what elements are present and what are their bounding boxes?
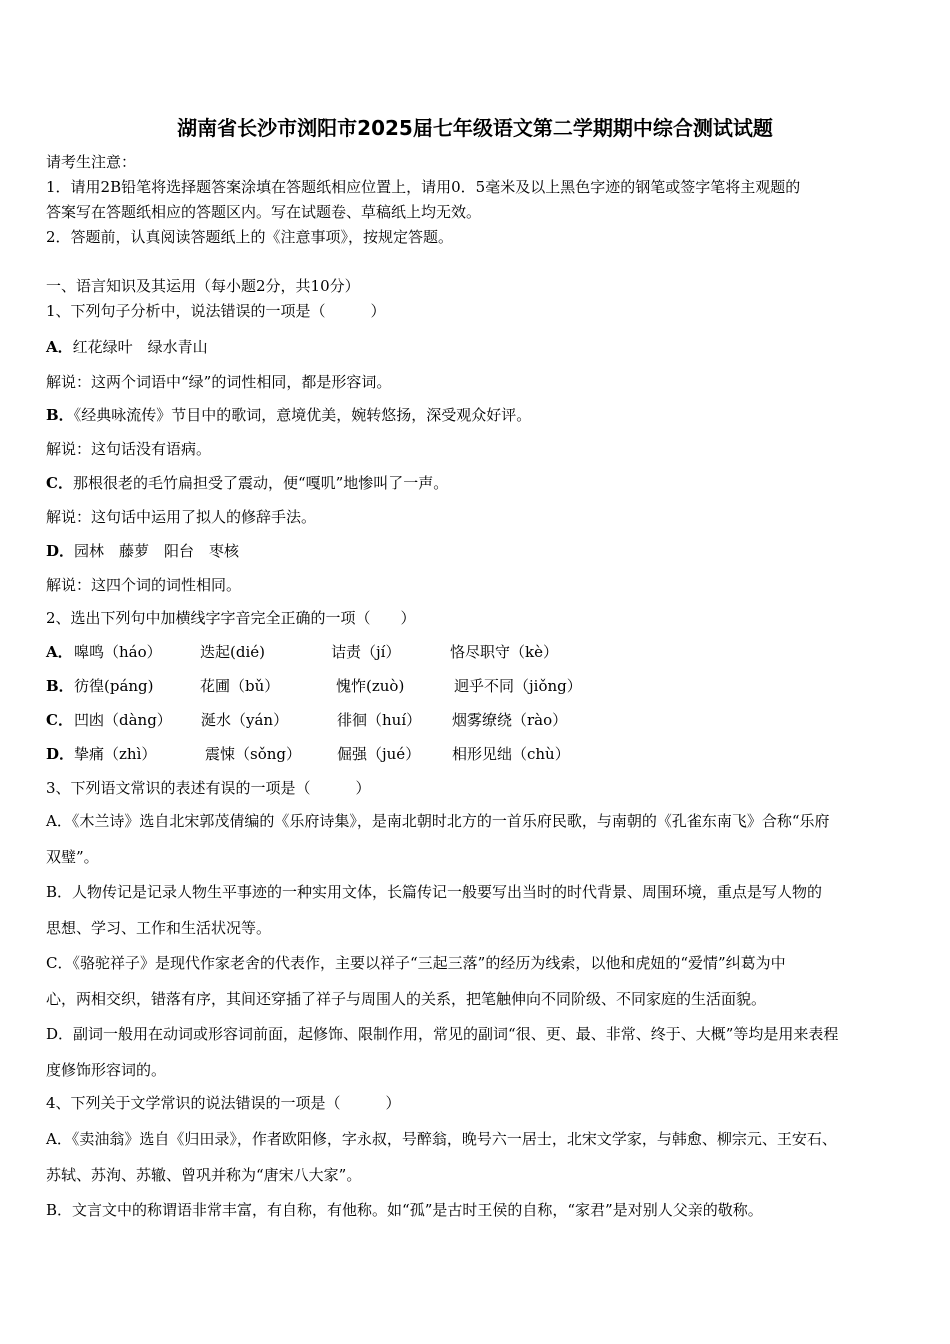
q4-stem: 4、下列关于文学常识的说法错误的一项是（ ） (46, 1094, 401, 1112)
option-item: 倔强（jué） (337, 745, 421, 763)
q3-option-d-line-1: D．副词一般用在动词或形容词前面，起修饰、限制作用，常见的副词“很、更、最、非常、终于、大概”等均是用来表程 (46, 1025, 839, 1043)
option-item: 徘徊（huí） (337, 711, 422, 729)
q3-option-a-line-1: A．《木兰诗》选自北宋郭茂倩编的《乐府诗集》，是南北朝时北方的一首乐府民歌，与南朝的《孔雀东南飞》合称“乐府 (46, 812, 830, 830)
q2-stem: 2、选出下列句中加横线字字音完全正确的一项（ ） (46, 609, 416, 627)
q3-option-c-line-1: C．《骆驼祥子》是现代作家老舍的代表作，主要以祥子“三起三落”的经历为线索，以他和虎妞的“爱情”纠葛为中 (46, 954, 786, 972)
notice-item-2: 2．答题前，认真阅读答题纸上的《注意事项》，按规定答题。 (46, 228, 454, 246)
q1-option-b (46, 405, 531, 425)
option-text: 园林 藤萝 阳台 枣核 (74, 542, 240, 560)
option-item: 挚痛（zhì） (74, 745, 157, 763)
option-item: 迥乎不同（jiǒng） (454, 677, 582, 695)
notice-item-1-line-2: 答案写在答题纸相应的答题区内。写在试题卷、草稿纸上均无效。 (46, 203, 482, 221)
option-label: A． (46, 643, 73, 661)
page-title: 湖南省长沙市浏阳市2025届七年级语文第二学期期中综合测试试题 (177, 116, 773, 140)
q3-option-d-line-2: 度修饰形容词的。 (46, 1061, 167, 1079)
option-label: B． (46, 406, 74, 424)
option-text: 红花绿叶 绿水青山 (72, 338, 208, 356)
q1-option-a (46, 337, 208, 357)
option-label: A． (46, 338, 73, 356)
option-label: C． (46, 711, 73, 729)
notice-item-1-line-1: 1．请用2B铅笔将选择题答案涂填在答题纸相应位置上，请用0．5毫米及以上黑色字迹的钢笔或签字笔将主观题的 (46, 178, 801, 196)
q1-stem: 1、下列句子分析中，说法错误的一项是（ ） (46, 302, 386, 320)
option-item: 彷徨(páng) (74, 677, 154, 695)
option-label: C． (46, 474, 73, 492)
option-item: 烟雾缭绕（rào） (452, 711, 568, 729)
option-item: 花圃（bǔ） (200, 677, 280, 695)
section-heading: 一、语言知识及其运用（每小题2分，共10分） (46, 277, 360, 295)
option-item: 愧怍(zuò) (336, 677, 405, 695)
option-item: 震悚（sǒng） (205, 745, 301, 763)
q3-option-b-line-2: 思想、学习、工作和生活状况等。 (46, 919, 272, 937)
option-item: 迭起(dié) (200, 643, 265, 661)
option-item: 相形见绌（chù） (452, 745, 570, 763)
q1-explain-d: 解说：这四个词的词性相同。 (46, 576, 242, 594)
option-text: 那根很老的毛竹扁担受了震动，便“嘎叽”地惨叫了一声。 (72, 474, 449, 492)
option-item: 嗥鸣（háo） (74, 643, 162, 661)
q3-option-b-line-1: B．人物传记是记录人物生平事迹的一种实用文体，长篇传记一般要写出当时的时代背景、周围环境，重点是写人物的 (46, 883, 823, 901)
option-label: D． (46, 542, 75, 560)
q1-explain-b: 解说：这句话没有语病。 (46, 440, 212, 458)
q1-option-c (46, 473, 448, 493)
q1-explain-c: 解说：这句话中运用了拟人的修辞手法。 (46, 508, 317, 526)
q3-option-c-line-2: 心，两相交织，错落有序，其间还穿插了祥子与周围人的关系，把笔触伸向不同阶级、不同家庭的生活面貌。 (46, 990, 767, 1008)
q4-option-a-line-1: A．《卖油翁》选自《归田录》，作者欧阳修，字永叔，号醉翁，晚号六一居士，北宋文学家，与韩愈、柳宗元、王安石、 (46, 1130, 837, 1148)
option-item: 涎水（yán） (201, 711, 289, 729)
notice-heading: 请考生注意： (46, 153, 137, 171)
q1-explain-a: 解说：这两个词语中“绿”的词性相同，都是形容词。 (46, 373, 392, 391)
q1-option-d (46, 541, 239, 561)
option-item: 恪尽职守（kè） (450, 643, 558, 661)
q4-option-b-line-1: B．文言文中的称谓语非常丰富，有自称，有他称。如“孤”是古时王侯的自称，“家君”是对别人父亲的敬称。 (46, 1201, 763, 1219)
option-label: B． (46, 677, 74, 695)
option-label: D． (46, 745, 75, 763)
q3-option-a-line-2: 双璧”。 (46, 848, 99, 866)
option-text: 《经典咏流传》节目中的歌词，意境优美，婉转悠扬，深受观众好评。 (73, 406, 532, 424)
q3-stem: 3、下列语文常识的表述有误的一项是（ ） (46, 779, 371, 797)
q4-option-a-line-2: 苏轼、苏洵、苏辙、曾巩并称为“唐宋八大家”。 (46, 1166, 362, 1184)
option-item: 凹凼（dàng） (74, 711, 172, 729)
option-item: 诘责（jí） (331, 643, 401, 661)
